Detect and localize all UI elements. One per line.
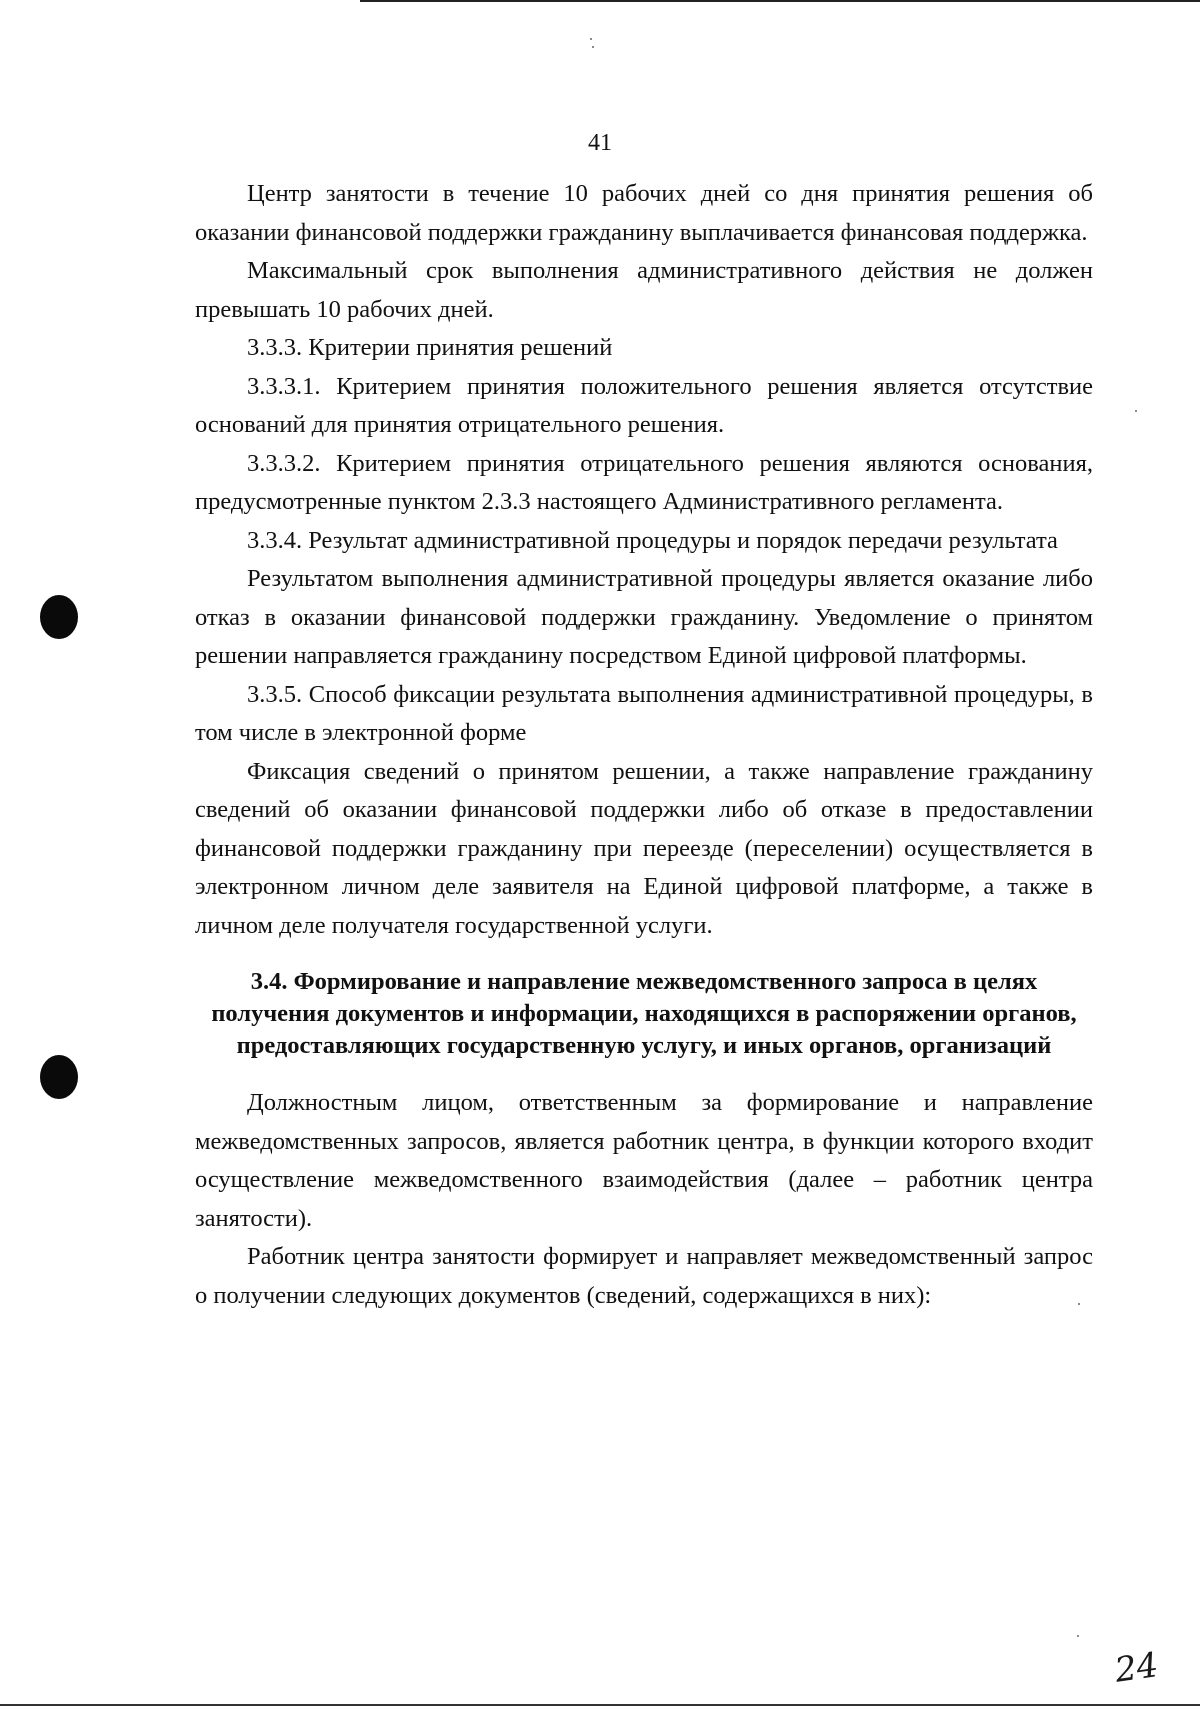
subsection-title: 3.3.3. Критерии принятия решений xyxy=(247,334,613,361)
scan-speck xyxy=(592,46,594,48)
subsection-title: 3.3.4. Результат административной процедуры и порядок передачи результата xyxy=(247,526,1058,554)
page-number: 41 xyxy=(588,130,612,156)
punch-hole-lower xyxy=(40,1055,78,1099)
section-heading: 3.4. Формирование и направление межведомственного запроса в целях получения документов и информации, находящихся в распоряжении органов, предоставляющих государственную услугу, и иных органов, организаций xyxy=(211,968,1077,1059)
document-body xyxy=(195,175,1093,1315)
scan-speck xyxy=(1135,410,1137,412)
paragraph: 3.3.3.1. Критерием принятия положительного решения является отсутствие оснований для принятия отрицательного решения. xyxy=(195,372,1093,438)
paragraph: Работник центра занятости формирует и направляет межведомственный запрос о получении следующих документов (сведений, содержащихся в них): xyxy=(195,1243,1093,1309)
punch-hole-upper xyxy=(40,595,78,639)
scan-speck xyxy=(1077,1635,1079,1637)
handwritten-page-mark: 24 xyxy=(1112,1645,1161,1691)
paragraph: Должностным лицом, ответственным за формирование и направление межведомственных запросов, является работник центра, в функции которого входит осуществление межведомственного взаимодействия (далее – работник центра занятости). xyxy=(195,1089,1093,1232)
paragraph: Центр занятости в течение 10 рабочих дней со дня принятия решения об оказании финансовой поддержки гражданину выплачивается финансовая поддержка. xyxy=(195,180,1093,246)
paragraph: Фиксация сведений о принятом решении, а также направление гражданину сведений об оказании финансовой поддержки либо об отказе в предоставлении финансовой поддержки гражданину при переезде (переселении) осуществляется в электронном личном деле заявителя на Единой цифровой платформе, а также в личном деле получателя государственной услуги. xyxy=(195,757,1093,939)
scan-speck xyxy=(590,38,592,40)
bottom-edge-line xyxy=(0,1704,1200,1706)
subsection-title: 3.3.5. Способ фиксации результата выполнения административной процедуры, в том числе в электронной форме xyxy=(195,680,1093,746)
paragraph: Результатом выполнения административной процедуры является оказание либо отказ в оказании финансовой поддержки гражданину. Уведомление о принятом решении направляется гражданину посредством Единой цифровой платформы. xyxy=(195,565,1093,669)
paragraph: Максимальный срок выполнения административного действия не должен превышать 10 рабочих дней. xyxy=(195,257,1093,323)
paragraph: 3.3.3.2. Критерием принятия отрицательного решения являются основания, предусмотренные пунктом 2.3.3 настоящего Административного регламента. xyxy=(195,449,1093,515)
top-edge-line xyxy=(360,0,1200,2)
